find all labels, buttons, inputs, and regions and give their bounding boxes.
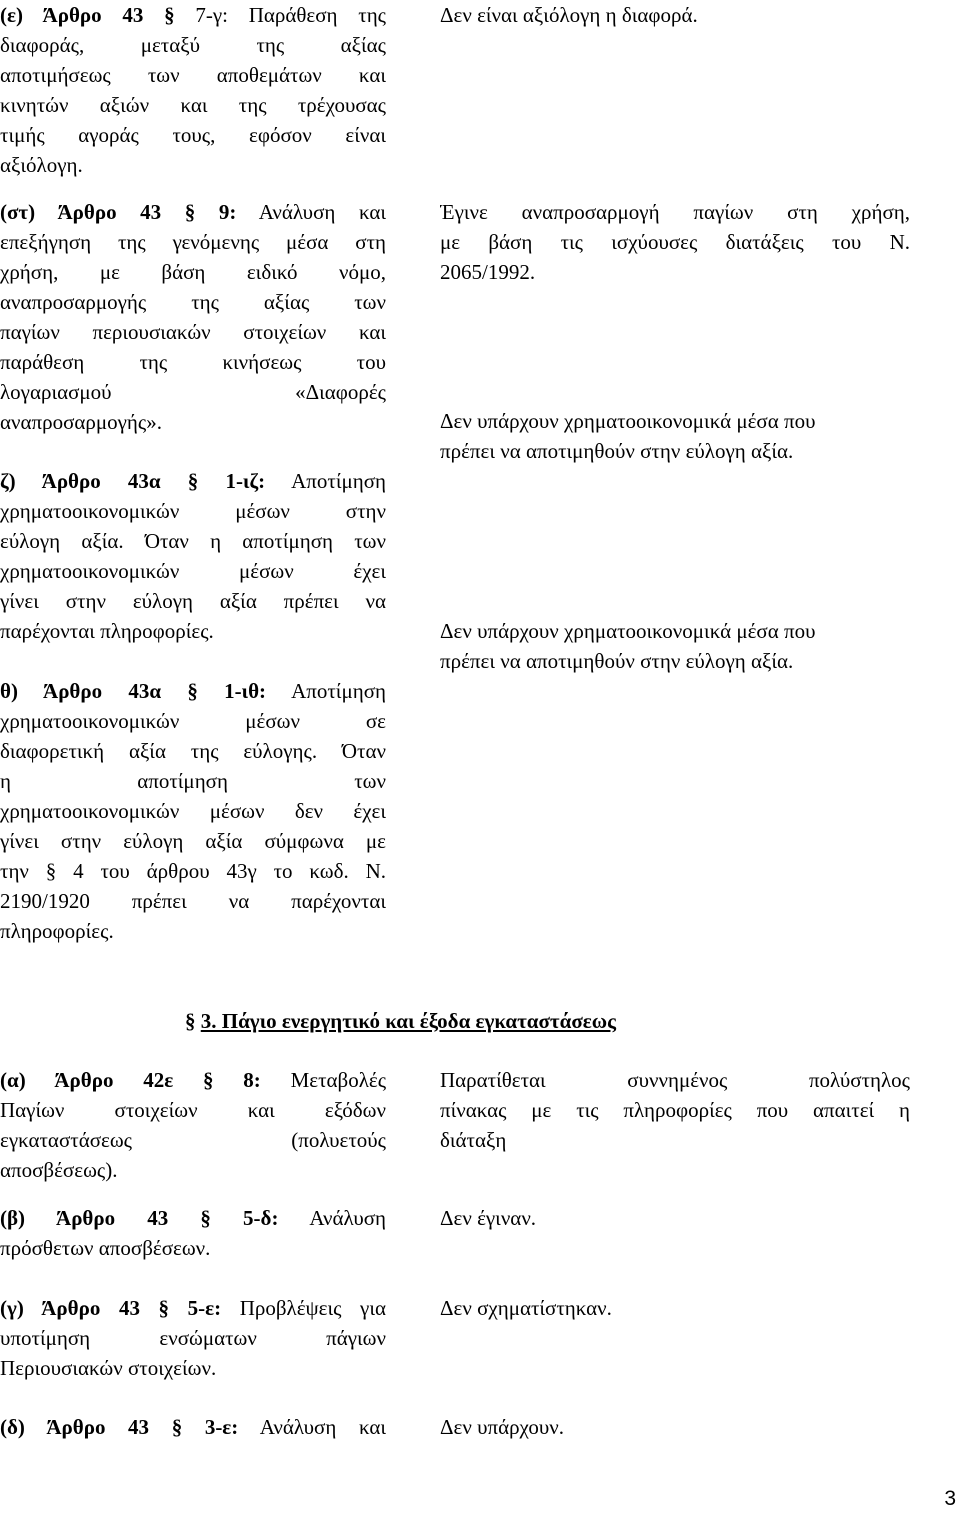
text-line: αναπροσαρμογής». bbox=[0, 410, 162, 434]
section-th-answer: Δεν υπάρχουν χρηματοοικονομικά μέσα που πρέπει να αποτιμηθούν στην εύλογη αξία. bbox=[440, 619, 816, 673]
section-d-answer: Δεν υπάρχουν. bbox=[440, 1415, 565, 1439]
text-line: αξιόλογη. bbox=[0, 153, 83, 177]
section-e-answer: Δεν είναι αξιόλογη η διαφορά. bbox=[440, 3, 698, 27]
text-line: υποτίμηση ενσώματων πάγιων bbox=[0, 1326, 386, 1350]
page-number: 3 bbox=[944, 1487, 956, 1510]
section-a-answer: Παρατίθεται συννημένος πολύστηλος πίνακας με τις πληροφορίες που απαιτεί η διάταξη bbox=[440, 1068, 910, 1152]
section-d-line-1: (δ) Άρθρο 43 § 3-ε: Ανάλυση και bbox=[0, 1415, 386, 1439]
section-b-answer: Δεν έγιναν. bbox=[440, 1206, 537, 1230]
section-a-line-1: (α) Άρθρο 42ε § 8: Μεταβολές bbox=[0, 1068, 386, 1092]
text-line: εύλογη αξία. Όταν η αποτίμηση των bbox=[0, 529, 386, 553]
text-line: διαφοράς, μεταξύ της αξίας bbox=[0, 33, 386, 57]
section-z bbox=[0, 466, 386, 646]
text-line: χρηματοοικονομικών μέσων έχει bbox=[0, 559, 386, 583]
text-line: η αποτίμηση των bbox=[0, 769, 386, 793]
text-line: τιμής αγοράς τους, εφόσον είναι bbox=[0, 123, 386, 147]
text-line: διαφορετική αξία της εύλογης. Όταν bbox=[0, 739, 386, 763]
text-line: εγκαταστάσεως (πολυετούς bbox=[0, 1128, 386, 1152]
section-st-answer: Έγινε αναπροσαρμογή παγίων στη χρήση, με βάση τις ισχύουσες διατάξεις του Ν. 2065/1992. bbox=[440, 200, 910, 284]
text-line: Περιουσιακών στοιχείων. bbox=[0, 1356, 217, 1380]
section-3-heading bbox=[185, 1006, 616, 1036]
section-st-line-1: (στ) Άρθρο 43 § 9: Ανάλυση και bbox=[0, 200, 386, 224]
section-a bbox=[0, 1065, 386, 1185]
section-z-answer: Δεν υπάρχουν χρηματοοικονομικά μέσα που πρέπει να αποτιμηθούν στην εύλογη αξία. bbox=[440, 409, 816, 463]
section-d bbox=[0, 1412, 386, 1442]
section-g bbox=[0, 1293, 386, 1383]
text-line: γίνει στην εύλογη αξία σύμφωνα με bbox=[0, 829, 386, 853]
text-line: λογαριασμού «Διαφορές bbox=[0, 380, 386, 404]
section-g-answer: Δεν σχηματίστηκαν. bbox=[440, 1296, 612, 1320]
section-g-line-1: (γ) Άρθρο 43 § 5-ε: Προβλέψεις για bbox=[0, 1296, 386, 1320]
section-th-line-1: θ) Άρθρο 43α § 1-ιθ: Αποτίμηση bbox=[0, 679, 386, 703]
text-line: 2190/1920 πρέπει να παρέχονται bbox=[0, 889, 386, 913]
section-z-line-1: ζ) Άρθρο 43α § 1-ιζ: Αποτίμηση bbox=[0, 469, 386, 493]
text-line: την § 4 του άρθρου 43γ το κωδ. Ν. bbox=[0, 859, 386, 883]
section-b-line-1: (β) Άρθρο 43 § 5-δ: Ανάλυση bbox=[0, 1206, 386, 1230]
text-line: αποτιμήσεως των αποθεμάτων και bbox=[0, 63, 386, 87]
text-line: γίνει στην εύλογη αξία πρέπει να bbox=[0, 589, 386, 613]
text-line: χρηματοοικονομικών μέσων στην bbox=[0, 499, 386, 523]
text-line: παγίων περιουσιακών στοιχείων και bbox=[0, 320, 386, 344]
text-line: κινητών αξιών και της τρέχουσας bbox=[0, 93, 386, 117]
text-line: πρόσθετων αποσβέσεων. bbox=[0, 1236, 211, 1260]
section-3-title: 3. Πάγιο ενεργητικό και έξοδα εγκαταστάσεως bbox=[200, 1009, 616, 1033]
section-symbol: § bbox=[185, 1009, 196, 1033]
text-line: χρήση, με βάση ειδικό νόμο, bbox=[0, 260, 386, 284]
text-line: επεξήγηση της γενόμενης μέσα στη bbox=[0, 230, 386, 254]
section-st bbox=[0, 197, 386, 437]
section-b bbox=[0, 1203, 386, 1263]
text-line: παρέχονται πληροφορίες. bbox=[0, 619, 214, 643]
section-th bbox=[0, 676, 386, 946]
text-line: αποσβέσεως). bbox=[0, 1158, 118, 1182]
section-e bbox=[0, 0, 386, 180]
text-line: αναπροσαρμογής της αξίας των bbox=[0, 290, 386, 314]
section-e-line-1: (ε) Άρθρο 43 § 7-γ: Παράθεση της bbox=[0, 3, 386, 27]
text-line: παράθεση της κινήσεως του bbox=[0, 350, 386, 374]
text-line: πληροφορίες. bbox=[0, 919, 114, 943]
text-line: χρηματοοικονομικών μέσων σε bbox=[0, 709, 386, 733]
text-line: Παγίων στοιχείων και εξόδων bbox=[0, 1098, 386, 1122]
text-line: χρηματοοικονομικών μέσων δεν έχει bbox=[0, 799, 386, 823]
